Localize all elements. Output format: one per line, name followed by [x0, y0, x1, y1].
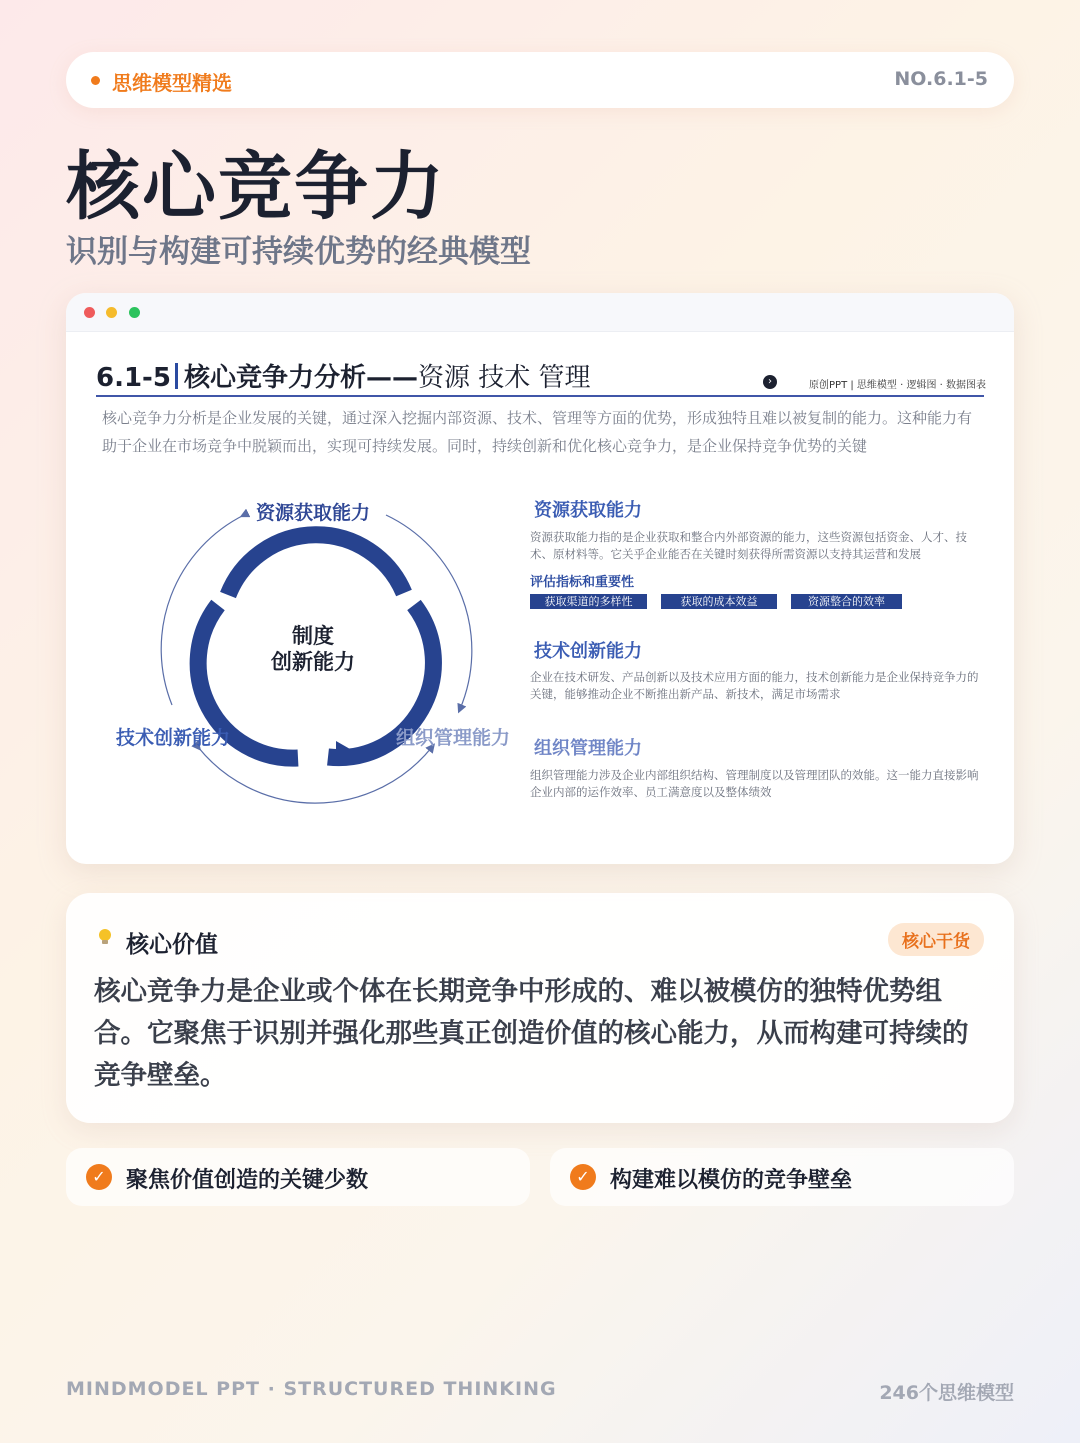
footer-brand: MINDMODEL PPT · STRUCTURED THINKING: [66, 1378, 557, 1400]
metric-chip-1: 获取渠道的多样性: [530, 594, 647, 609]
slide-meta: 原创PPT | 思维模型 · 逻辑图 · 数据图表: [809, 380, 986, 391]
metric-chip-2: 获取的成本效益: [661, 594, 777, 609]
check-item-2: [550, 1148, 1014, 1206]
eval-title: 评估指标和重要性: [530, 575, 635, 590]
maximize-dot-icon[interactable]: [129, 307, 140, 318]
slide-title-light: 资源 技术 管理: [417, 363, 591, 393]
section-text-org: 组织管理能力涉及企业内部组织结构、管理制度以及管理团队的效能。这一能力直接影响企业内部的运作效率、员工满意度以及整体绩效: [530, 768, 979, 799]
tag-dot-icon: [91, 76, 100, 85]
check-text: 聚焦价值创造的关键少数: [126, 1168, 369, 1193]
page-subtitle: 识别与构建可持续优势的经典模型: [66, 234, 531, 270]
check-icon: ✓: [570, 1164, 596, 1190]
page-title: 核心竞争力: [66, 144, 446, 230]
center-label: [256, 623, 370, 675]
cycle-label-top: 资源获取能力: [256, 502, 371, 524]
core-value-heading: 核心价值: [126, 932, 218, 958]
cycle-label-left: 技术创新能力: [116, 727, 231, 749]
model-number: NO.6.1-5: [894, 68, 988, 90]
section-text-tech: 企业在技术研发、产品创新以及技术应用方面的能力，技术创新能力是企业保持竞争力的关键，能够推动企业不断推出新产品、新技术，满足市场需求: [530, 670, 979, 701]
cycle-label-right: 组织管理能力: [396, 727, 511, 749]
check-icon: ✓: [86, 1164, 112, 1190]
check-item-1: [66, 1148, 530, 1206]
minimize-dot-icon[interactable]: [106, 307, 117, 318]
top-tag-bar: [66, 52, 1014, 108]
core-badge: 核心干货: [888, 923, 984, 956]
slide-title-bold: 核心竞争力分析——: [183, 363, 418, 393]
section-text-resource: 资源获取能力指的是企业获取和整合内外部资源的能力，这些资源包括资金、人才、技术、原材料等。它关乎企业能否在关键时刻获得所需资源以支持其运营和发展: [530, 530, 967, 561]
section-title-tech: 技术创新能力: [532, 635, 644, 665]
core-value-card: [66, 893, 1014, 1123]
category-tag: 思维模型精选: [112, 71, 232, 95]
check-text: 构建难以模仿的竞争壁垒: [610, 1168, 853, 1193]
slide-description: 核心竞争力分析是企业发展的关键，通过深入挖掘内部资源、技术、管理等方面的优势，形成独特且难以被复制的能力。这种能力有助于企业在市场竞争中脱颖而出，实现可持续发展。同时，持续创新和优化核心竞争力，是企业保持竞争优势的关键: [102, 409, 973, 455]
ring-arrow-top: [308, 561, 332, 573]
core-value-text: 核心竞争力是企业或个体在长期竞争中形成的、难以被模仿的独特优势组合。它聚焦于识别并强化那些真正创造价值的核心能力，从而构建可持续的竞争壁垒。: [94, 976, 969, 1091]
metric-chip-3: 资源整合的效率: [791, 594, 902, 609]
slide-preview-window: [66, 293, 1014, 864]
section-title-resource: 资源获取能力: [532, 494, 644, 524]
outer-arc-bottom: [198, 747, 432, 803]
heading-divider: [175, 363, 178, 389]
arrow-circle-icon: ›: [763, 375, 777, 389]
center-line-2: 创新能力: [271, 650, 355, 674]
section-title-org: 组织管理能力: [532, 732, 644, 762]
heading-rule: [96, 395, 984, 397]
slide-heading: [96, 357, 591, 394]
close-dot-icon[interactable]: [84, 307, 95, 318]
center-line-1: 制度: [292, 624, 334, 648]
slide-number: 6.1-5: [96, 363, 171, 393]
cycle-diagram: [86, 473, 526, 833]
lightbulb-icon: [98, 929, 112, 946]
window-titlebar: [66, 293, 1014, 332]
footer-count: 246个思维模型: [879, 1382, 1014, 1404]
